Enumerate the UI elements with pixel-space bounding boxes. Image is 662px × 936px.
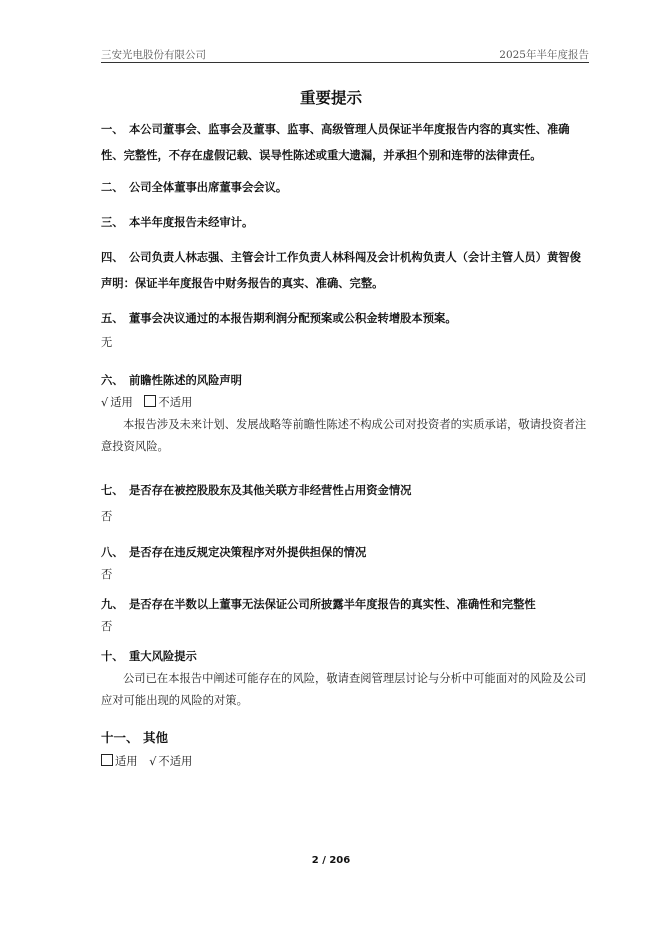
header-company: 三安光电股份有限公司 [101, 49, 206, 61]
check-mark-icon: √ [101, 396, 109, 409]
section-number: 三、 [101, 216, 124, 229]
section-3 [101, 210, 589, 236]
section-5-body: 无 [101, 336, 113, 349]
section-6 [101, 368, 589, 394]
page-number: 2 / 206 [311, 855, 351, 866]
section-9-body: 否 [101, 620, 113, 633]
section-11 [101, 725, 589, 751]
section-4 [101, 245, 589, 297]
section-number: 六、 [101, 374, 124, 387]
section-text: 公司全体董事出席董事会会议。 [129, 181, 288, 194]
header-divider [101, 62, 589, 63]
option-applicable: 适用 [101, 751, 138, 773]
header-report-title: 2025年半年度报告 [499, 49, 589, 61]
section-text: 董事会决议通过的本报告期利润分配预案或公积金转增股本预案。 [129, 312, 457, 325]
section-text: 前瞻性陈述的风险声明 [129, 374, 242, 387]
section-10-body: 公司已在本报告中阐述可能存在的风险，敬请查阅管理层讨论与分析中可能面对的风险及公司应对可能出现的风险的对策。 [101, 672, 587, 707]
checkbox-empty-icon [101, 754, 113, 766]
checkbox-empty-icon [144, 395, 156, 407]
section-9 [101, 592, 589, 618]
section-text: 其他 [143, 730, 169, 745]
section-8 [101, 540, 589, 566]
section-text: 是否存在违反规定决策程序对外提供担保的情况 [129, 546, 367, 559]
section-7 [101, 478, 589, 504]
section-8-body: 否 [101, 568, 113, 581]
option-not-applicable: 不适用 [144, 392, 192, 414]
section-5 [101, 306, 589, 332]
section-text: 本公司董事会、监事会及董事、监事、高级管理人员保证半年度报告内容的真实性、准确性、完整性，不存在虚假记载、误导性陈述或重大遗漏，并承担个别和连带的法律责任。 [101, 123, 570, 162]
section-10 [101, 644, 589, 670]
section-text: 重大风险提示 [129, 650, 197, 663]
section-text: 公司负责人林志强、主管会计工作负责人林科闯及会计机构负责人（会计主管人员）黄智俊声明：保证半年度报告中财务报告的真实、准确、完整。 [101, 251, 581, 290]
section-number: 五、 [101, 312, 124, 325]
option-applicable: √ 适用 [101, 392, 133, 414]
section-number: 十一、 [101, 730, 139, 745]
section-number: 一、 [101, 123, 124, 136]
option-not-applicable: √ 不适用 [149, 751, 192, 773]
section-number: 四、 [101, 251, 124, 264]
section-11-options [101, 751, 589, 773]
check-mark-icon: √ [149, 755, 157, 768]
section-text: 是否存在半数以上董事无法保证公司所披露半年度报告的真实性、准确性和完整性 [129, 598, 536, 611]
section-number: 九、 [101, 598, 124, 611]
section-7-body: 否 [101, 510, 113, 523]
section-number: 七、 [101, 484, 124, 497]
section-6-body: 本报告涉及未来计划、发展战略等前瞻性陈述不构成公司对投资者的实质承诺，敬请投资者注意投资风险。 [101, 418, 587, 453]
section-2 [101, 175, 589, 201]
page-title: 重要提示 [299, 89, 362, 107]
section-6-options [101, 392, 589, 414]
section-1 [101, 117, 589, 169]
section-text: 本半年度报告未经审计。 [129, 216, 254, 229]
section-number: 二、 [101, 181, 124, 194]
section-text: 是否存在被控股股东及其他关联方非经营性占用资金情况 [129, 484, 412, 497]
section-number: 十、 [101, 650, 124, 663]
section-number: 八、 [101, 546, 124, 559]
